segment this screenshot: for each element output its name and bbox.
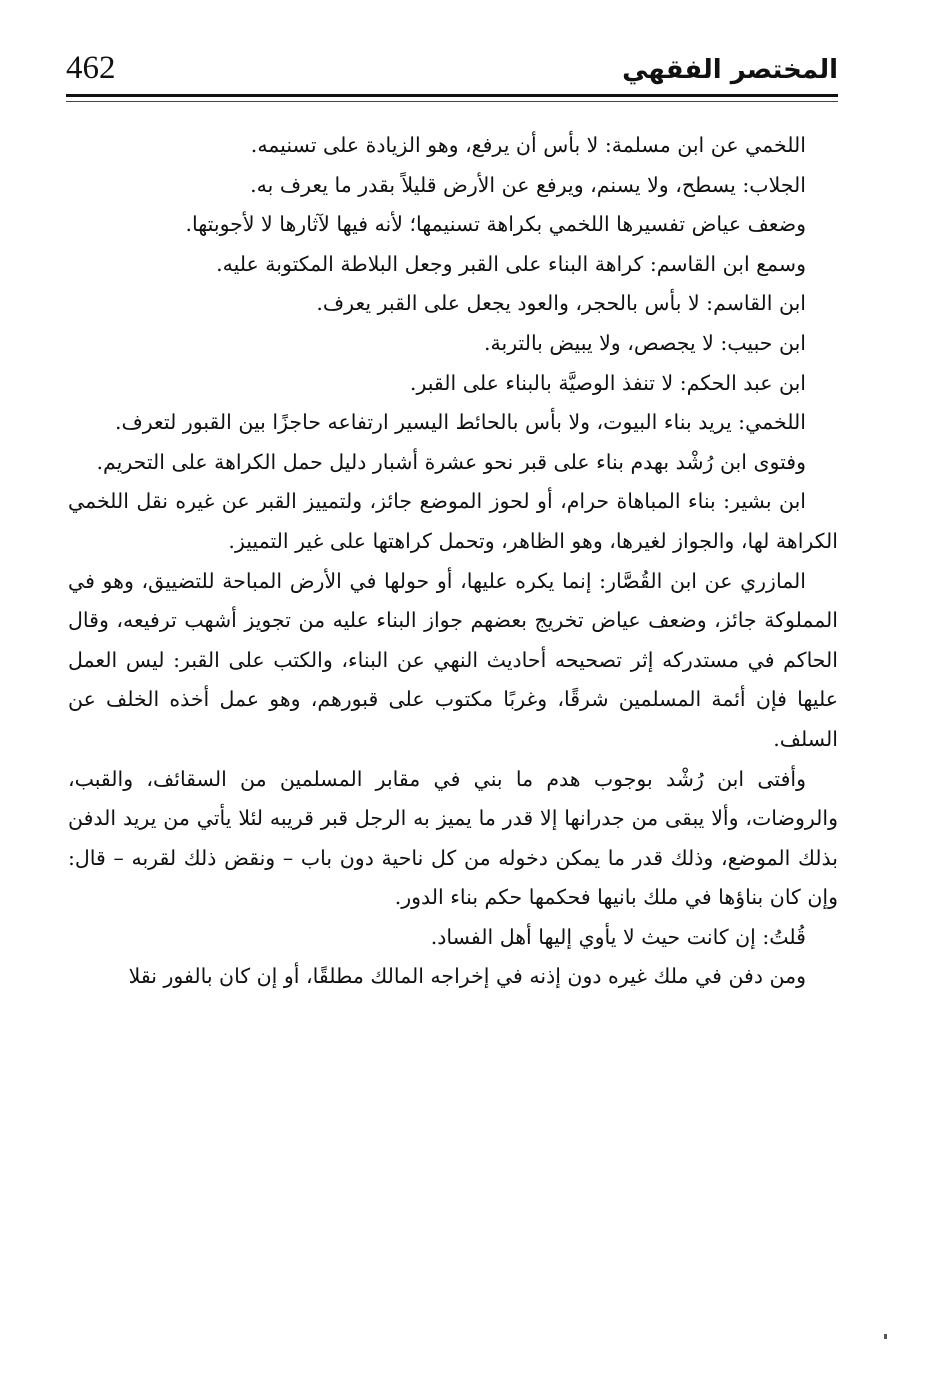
paragraph: اللخمي عن ابن مسلمة: لا بأس أن يرفع، وهو الزيادة على تسنيمه. [250,133,806,157]
paragraph: ابن بشير: بناء المباهاة حرام، أو لحوز الموضع جائز، ولتمييز القبر عن غيره نقل اللخمي الكراهة لها، والجواز لغيرها، وهو الظاهر، وتحمل كراهتها على غير التمييز. [68,489,838,553]
paragraph: ابن حبيب: لا يجصص، ولا يبيض بالتربة. [483,330,806,355]
paragraph: وفتوى ابن رُشْد بهدم بناء على قبر نحو عشرة أشبار دليل حمل الكراهة على التحريم. [96,449,806,474]
paragraph: ابن عبد الحكم: لا تنفذ الوصيَّة بالبناء على القبر. [409,370,806,395]
paragraph: الجلاب: يسطح، ولا يسنم، ويرفع عن الأرض قليلاً بقدر ما يعرف به. [250,172,806,197]
paragraph: قُلتُ: إن كانت حيث لا يأوي إليها أهل الفساد. [430,924,806,949]
body-text [68,126,838,997]
header-rule-thin [66,101,838,102]
paragraph: ومن دفن في ملك غيره دون إذنه في إخراجه المالك مطلقًا، أو إن كان بالفور نقلا [128,964,806,989]
margin-mark [884,1334,887,1339]
paragraph: اللخمي: يريد بناء البيوت، ولا بأس بالحائط اليسير ارتفاعه حاجزًا بين القبور لتعرف. [114,410,806,435]
paragraph: وأفتى ابن رُشْد بوجوب هدم ما بني في مقابر المسلمين من السقائف، والقبب، والروضات، وألا يبقى من جدرانها إلا قدر ما يميز به الرجل قبر قريبه لئلا يأتي من يريد الدفن بذلك الموضع، وذلك قدر ما يمكن دخوله من كل ناحية دون باب – ونقض ذلك لقربه – قال: وإن كان بناؤها في ملك بانيها فحكمها حكم بناء الدور. [68,766,838,910]
paragraph: وضعف عياض تفسيرها اللخمي بكراهة تسنيمها؛ لأنه فيها لآثارها لا لأجوبتها. [185,212,806,237]
paragraph: المازري عن ابن القُصَّار: إنما يكره عليها، أو حولها في الأرض المباحة للتضييق، وهو في المملوكة جائز، وضعف عياض تخريج بعضهم جواز البناء عليه من تجويز أشهب ترفيعه، وقال الحاكم في مستدركه إثر تصحيحه أحاديث النهي عن البناء، والكتب على القبر: ليس العمل عليها فإن أئمة المسلمين شرقًا، وغربًا مكتوب على قبورهم، وهو عمل أخذه الخلف عن السلف. [68,568,838,751]
paragraph: ابن القاسم: لا بأس بالحجر، والعود يجعل على القبر يعرف. [316,291,806,316]
header-rule [66,94,838,97]
running-title: المختصر الفقهي [622,55,838,85]
page-header [66,46,838,96]
paragraph: وسمع ابن القاسم: كراهة البناء على القبر وجعل البلاطة المكتوبة عليه. [216,251,806,276]
page-number: 462 [66,50,116,86]
